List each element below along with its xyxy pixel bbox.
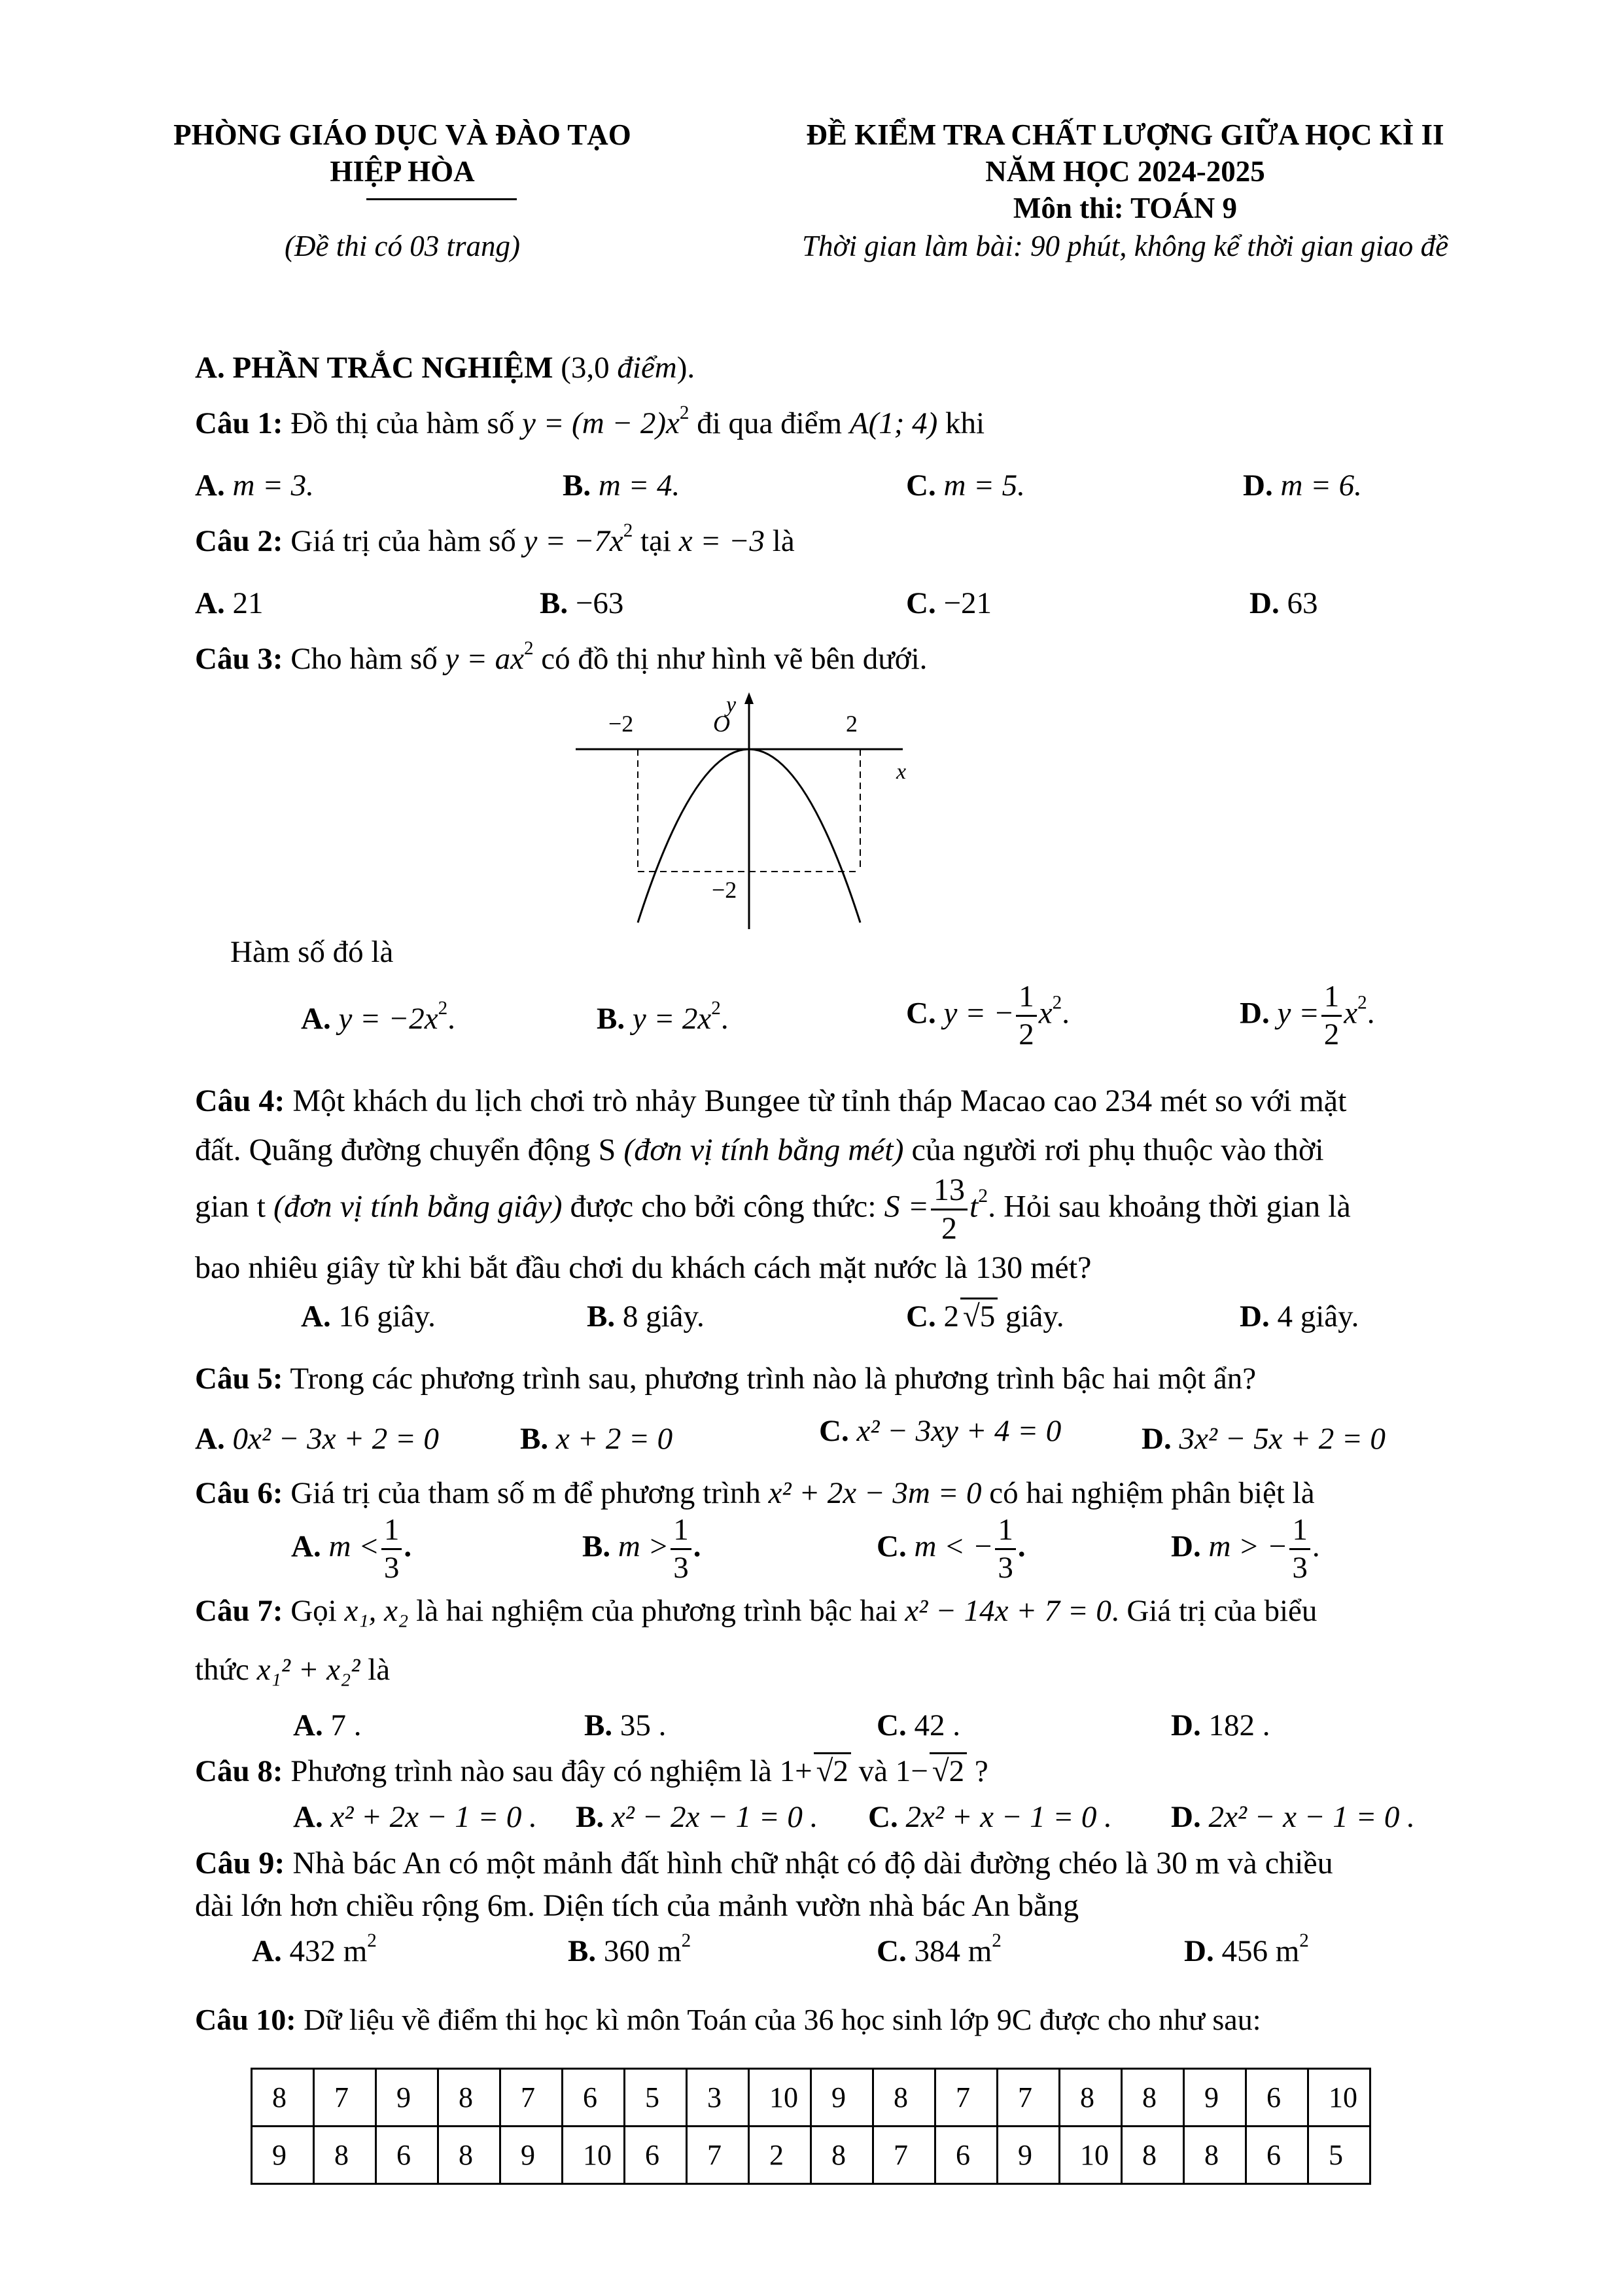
q7-option-c[interactable]: C. 42 . [877,1708,960,1742]
q3-option-d[interactable]: D. y = $\frac{1}{2}$ $x^2$. [1240,980,1375,1051]
table-cell: 9 [376,2069,438,2127]
q1-option-c[interactable]: C. m = 5. [906,468,1025,503]
q9-line1: Câu 9: Nhà bác An có một mảnh đất hình chữ nhật có độ dài đường chéo là 30 m và chiều [195,1846,1333,1881]
page-count-note: (Đề thi có 03 trang) [285,230,520,262]
section-a-title [195,350,695,385]
table-cell: 10 [1060,2127,1122,2184]
q6-option-c[interactable]: C. m < − $\frac{1}{3}$ . [877,1513,1026,1585]
q1-label: Câu 1: [195,406,283,440]
q3-option-a[interactable]: A. $y = -2x^2$. [301,998,455,1036]
table-cell: 6 [625,2127,687,2184]
q2-stem: Câu 2: Giá trị của hàm số $y = -7x^2$ tại x = −3 là [195,520,795,558]
table-cell: 8 [1122,2127,1184,2184]
q6-param: m [532,1476,557,1510]
q6-stem: Câu 6: Giá trị của tham số m để phương trình x² + 2x − 3m = 0 có hai nghiệm phân biệt là [195,1476,1315,1510]
q5-option-c[interactable]: C. x² − 3xy + 4 = 0 [819,1414,1062,1448]
q5-option-d[interactable]: D. 3x² − 5x + 2 = 0 [1142,1422,1386,1456]
table-cell: 6 [376,2127,438,2184]
q9-line2: dài lớn hơn chiều rộng 6m. Diện tích của mảnh vườn nhà bác An bằng [195,1888,1079,1923]
table-cell: 7 [998,2069,1060,2127]
label-x-axis: x [896,760,907,784]
table-cell: 6 [1246,2127,1308,2184]
q2-label: Câu 2: [195,524,283,558]
q1-option-d[interactable]: D. m = 6. [1243,468,1362,503]
q2-text: Giá trị của hàm số [290,524,516,558]
q4-option-a[interactable]: A. 16 giây. [301,1299,436,1333]
table-cell: 9 [998,2127,1060,2184]
q1-pass: đi qua điểm [697,406,843,440]
q4-line4: bao nhiêu giây từ khi bắt đầu chơi du khách cách mặt nước là 130 mét? [195,1250,1092,1285]
q4-option-b[interactable]: B. 8 giây. [587,1299,705,1333]
q2-option-d[interactable]: D. 63 [1249,586,1318,620]
q8-root1: 1+ √2 [780,1754,851,1788]
table-cell: 9 [252,2127,314,2184]
q3-label: Câu 3: [195,642,283,676]
table-cell: 10 [563,2127,625,2184]
table-cell: 8 [811,2127,873,2184]
table-cell: 6 [935,2127,998,2184]
q10-stem: Câu 10: Dữ liệu về điểm thi học kì môn Toán của 36 học sinh lớp 9C được cho như sau: [195,2003,1261,2036]
table-cell: 10 [749,2069,811,2127]
table-cell: 8 [438,2069,500,2127]
label-x-right: 2 [846,711,858,737]
table-cell: 2 [749,2127,811,2184]
q1-function: y = (m − 2)x [521,406,680,440]
table-row [252,2127,1370,2184]
q2-function: y = −7x [523,524,623,558]
table-cell: 8 [438,2127,500,2184]
label-y-axis: y [726,693,737,717]
table-cell: 8 [1184,2127,1246,2184]
q8-option-c[interactable]: C. 2x² + x − 1 = 0 . [868,1800,1112,1834]
time-note: Thời gian làm bài: 90 phút, không kể thời gian giao đề [802,230,1448,262]
table-cell: 5 [625,2069,687,2127]
q6-equation: x² + 2x − 3m = 0 [768,1476,982,1510]
q7-option-d[interactable]: D. 182 . [1171,1708,1270,1742]
table-cell: 7 [314,2069,376,2127]
q7-option-b[interactable]: B. 35 . [584,1708,667,1742]
subject: Môn thi: TOÁN 9 [1013,192,1238,224]
q7-option-a[interactable]: A. 7 . [293,1708,362,1742]
q2-tail: là [772,524,795,558]
table-cell: 6 [563,2069,625,2127]
table-cell: 7 [935,2069,998,2127]
q3-option-c[interactable]: C. y = − $\frac{1}{2}$ $x^2$. [906,980,1070,1051]
district-name: HIỆP HÒA [330,155,475,188]
q3-parabola-graph [563,687,929,936]
q4-option-c[interactable]: C. 2 √5 giây. [906,1299,1064,1334]
q7-equation: x² − 14x + 7 = 0 [905,1594,1111,1628]
school-year: NĂM HỌC 2024-2025 [985,155,1265,188]
header-divider [366,198,517,200]
q9-option-c[interactable]: C. 384 $m^2$ [877,1930,1002,1968]
table-cell: 5 [1308,2127,1370,2184]
q1-option-b[interactable]: B. m = 4. [563,468,680,503]
table-cell: 10 [1308,2069,1370,2127]
q9-option-b[interactable]: B. 360 $m^2$ [568,1930,691,1968]
q3-question: Hàm số đó là [230,935,394,969]
table-row [252,2069,1370,2127]
q4-line2: đất. Quãng đường chuyển động S (đơn vị tính bằng mét) của người rơi phụ thuộc vào thời [195,1133,1324,1167]
y-axis-arrow [744,692,754,704]
table-cell: 8 [1122,2069,1184,2127]
q2-option-a[interactable]: A. 21 [195,586,264,620]
q5-option-b[interactable]: B. x + 2 = 0 [520,1422,673,1456]
q8-root2: 1− √2 [896,1754,967,1788]
table-cell: 9 [500,2127,563,2184]
q8-stem: Câu 8: Phương trình nào sau đây có nghiệm là 1+ √2 và 1− √2 ? [195,1754,988,1789]
q1-text: Đồ thị của hàm số [290,406,515,440]
label-origin: O [713,711,730,737]
table-cell: 7 [500,2069,563,2127]
q4-option-d[interactable]: D. 4 giây. [1240,1299,1359,1333]
q6-option-b[interactable]: B. m > $\frac{1}{3}$ . [582,1513,701,1585]
table-cell: 8 [252,2069,314,2127]
table-cell: 7 [873,2127,935,2184]
label-x-left: −2 [608,711,634,737]
table-cell: 8 [873,2069,935,2127]
table-cell: 9 [1184,2069,1246,2127]
q2-option-b[interactable]: B. −63 [540,586,624,620]
q9-option-a[interactable]: A. 432 $m^2$ [252,1930,377,1968]
exam-title: ĐỀ KIỂM TRA CHẤT LƯỢNG GIỮA HỌC KÌ II [806,118,1444,151]
table-cell: 9 [811,2069,873,2127]
q1-point: A(1; 4) [849,406,938,440]
table-cell: 8 [1060,2069,1122,2127]
q7-line2: thức x₁² + x₂² là [195,1653,391,1687]
q1-tail: khi [945,406,985,440]
q8-option-d[interactable]: D. 2x² − x − 1 = 0 . [1171,1800,1415,1834]
q9-option-d[interactable]: D. 456 $m^2$ [1184,1930,1309,1968]
q3-tail: có đồ thị như hình vẽ bên dưới. [541,642,928,676]
q4-line3: gian t (đơn vị tính bằng giây) được cho bởi công thức: S = $\frac{13}{2}$ $t^2$. Hỏi sau khoảng thời gian là [195,1173,1351,1246]
q8-option-b[interactable]: B. x² − 2x − 1 = 0 . [576,1800,818,1834]
table-cell: 7 [687,2127,749,2184]
q2-at: tại [640,524,671,558]
section-a-label: A. PHẦN TRẮC NGHIỆM [195,351,553,385]
table-cell: 8 [314,2127,376,2184]
q3-function: y = ax [445,642,524,676]
section-a-points: (3,0 điểm). [561,351,695,385]
scores-table [251,2068,1371,2185]
q4-line1: Câu 4: Một khách du lịch chơi trò nhảy Bungee từ tỉnh tháp Macao cao 234 mét so với mặt [195,1084,1347,1118]
q7-expression: x₁² + x₂² [256,1653,360,1687]
q2-option-c[interactable]: C. −21 [906,586,992,620]
department-name: PHÒNG GIÁO DỤC VÀ ĐÀO TẠO [173,118,631,151]
q6-option-a[interactable]: A. m < $\frac{1}{3}$ . [291,1513,412,1585]
q3-text: Cho hàm số [290,642,438,676]
q8-option-a[interactable]: A. x² + 2x − 1 = 0 . [293,1800,537,1834]
table-cell: 6 [1246,2069,1308,2127]
q7-stem: Câu 7: Gọi x₁, x₂ là hai nghiệm của phương trình bậc hai x² − 14x + 7 = 0. Giá trị của biểu [195,1594,1318,1628]
q2-xval: x = −3 [678,524,765,558]
label-y-val: −2 [712,877,737,903]
table-cell: 3 [687,2069,749,2127]
q7-roots: x₁, x₂ [344,1594,409,1628]
q5-stem: Câu 5: Trong các phương trình sau, phương trình nào là phương trình bậc hai một ẩn? [195,1362,1257,1396]
q1-stem: Câu 1: Đồ thị của hàm số $y = (m - 2)x^2$ đi qua điểm A(1; 4) khi [195,402,985,440]
q5-option-a[interactable]: A. 0x² − 3x + 2 = 0 [195,1422,439,1456]
q3-stem: Câu 3: Cho hàm số $y = ax^2$ có đồ thị như hình vẽ bên dưới. [195,638,928,676]
q6-option-d[interactable]: D. m > − $\frac{1}{3}$ . [1171,1513,1320,1585]
q4-formula: S = [884,1189,929,1224]
q3-option-b[interactable]: B. $y = 2x^2$. [597,998,729,1036]
q1-option-a[interactable]: A. m = 3. [195,468,314,503]
